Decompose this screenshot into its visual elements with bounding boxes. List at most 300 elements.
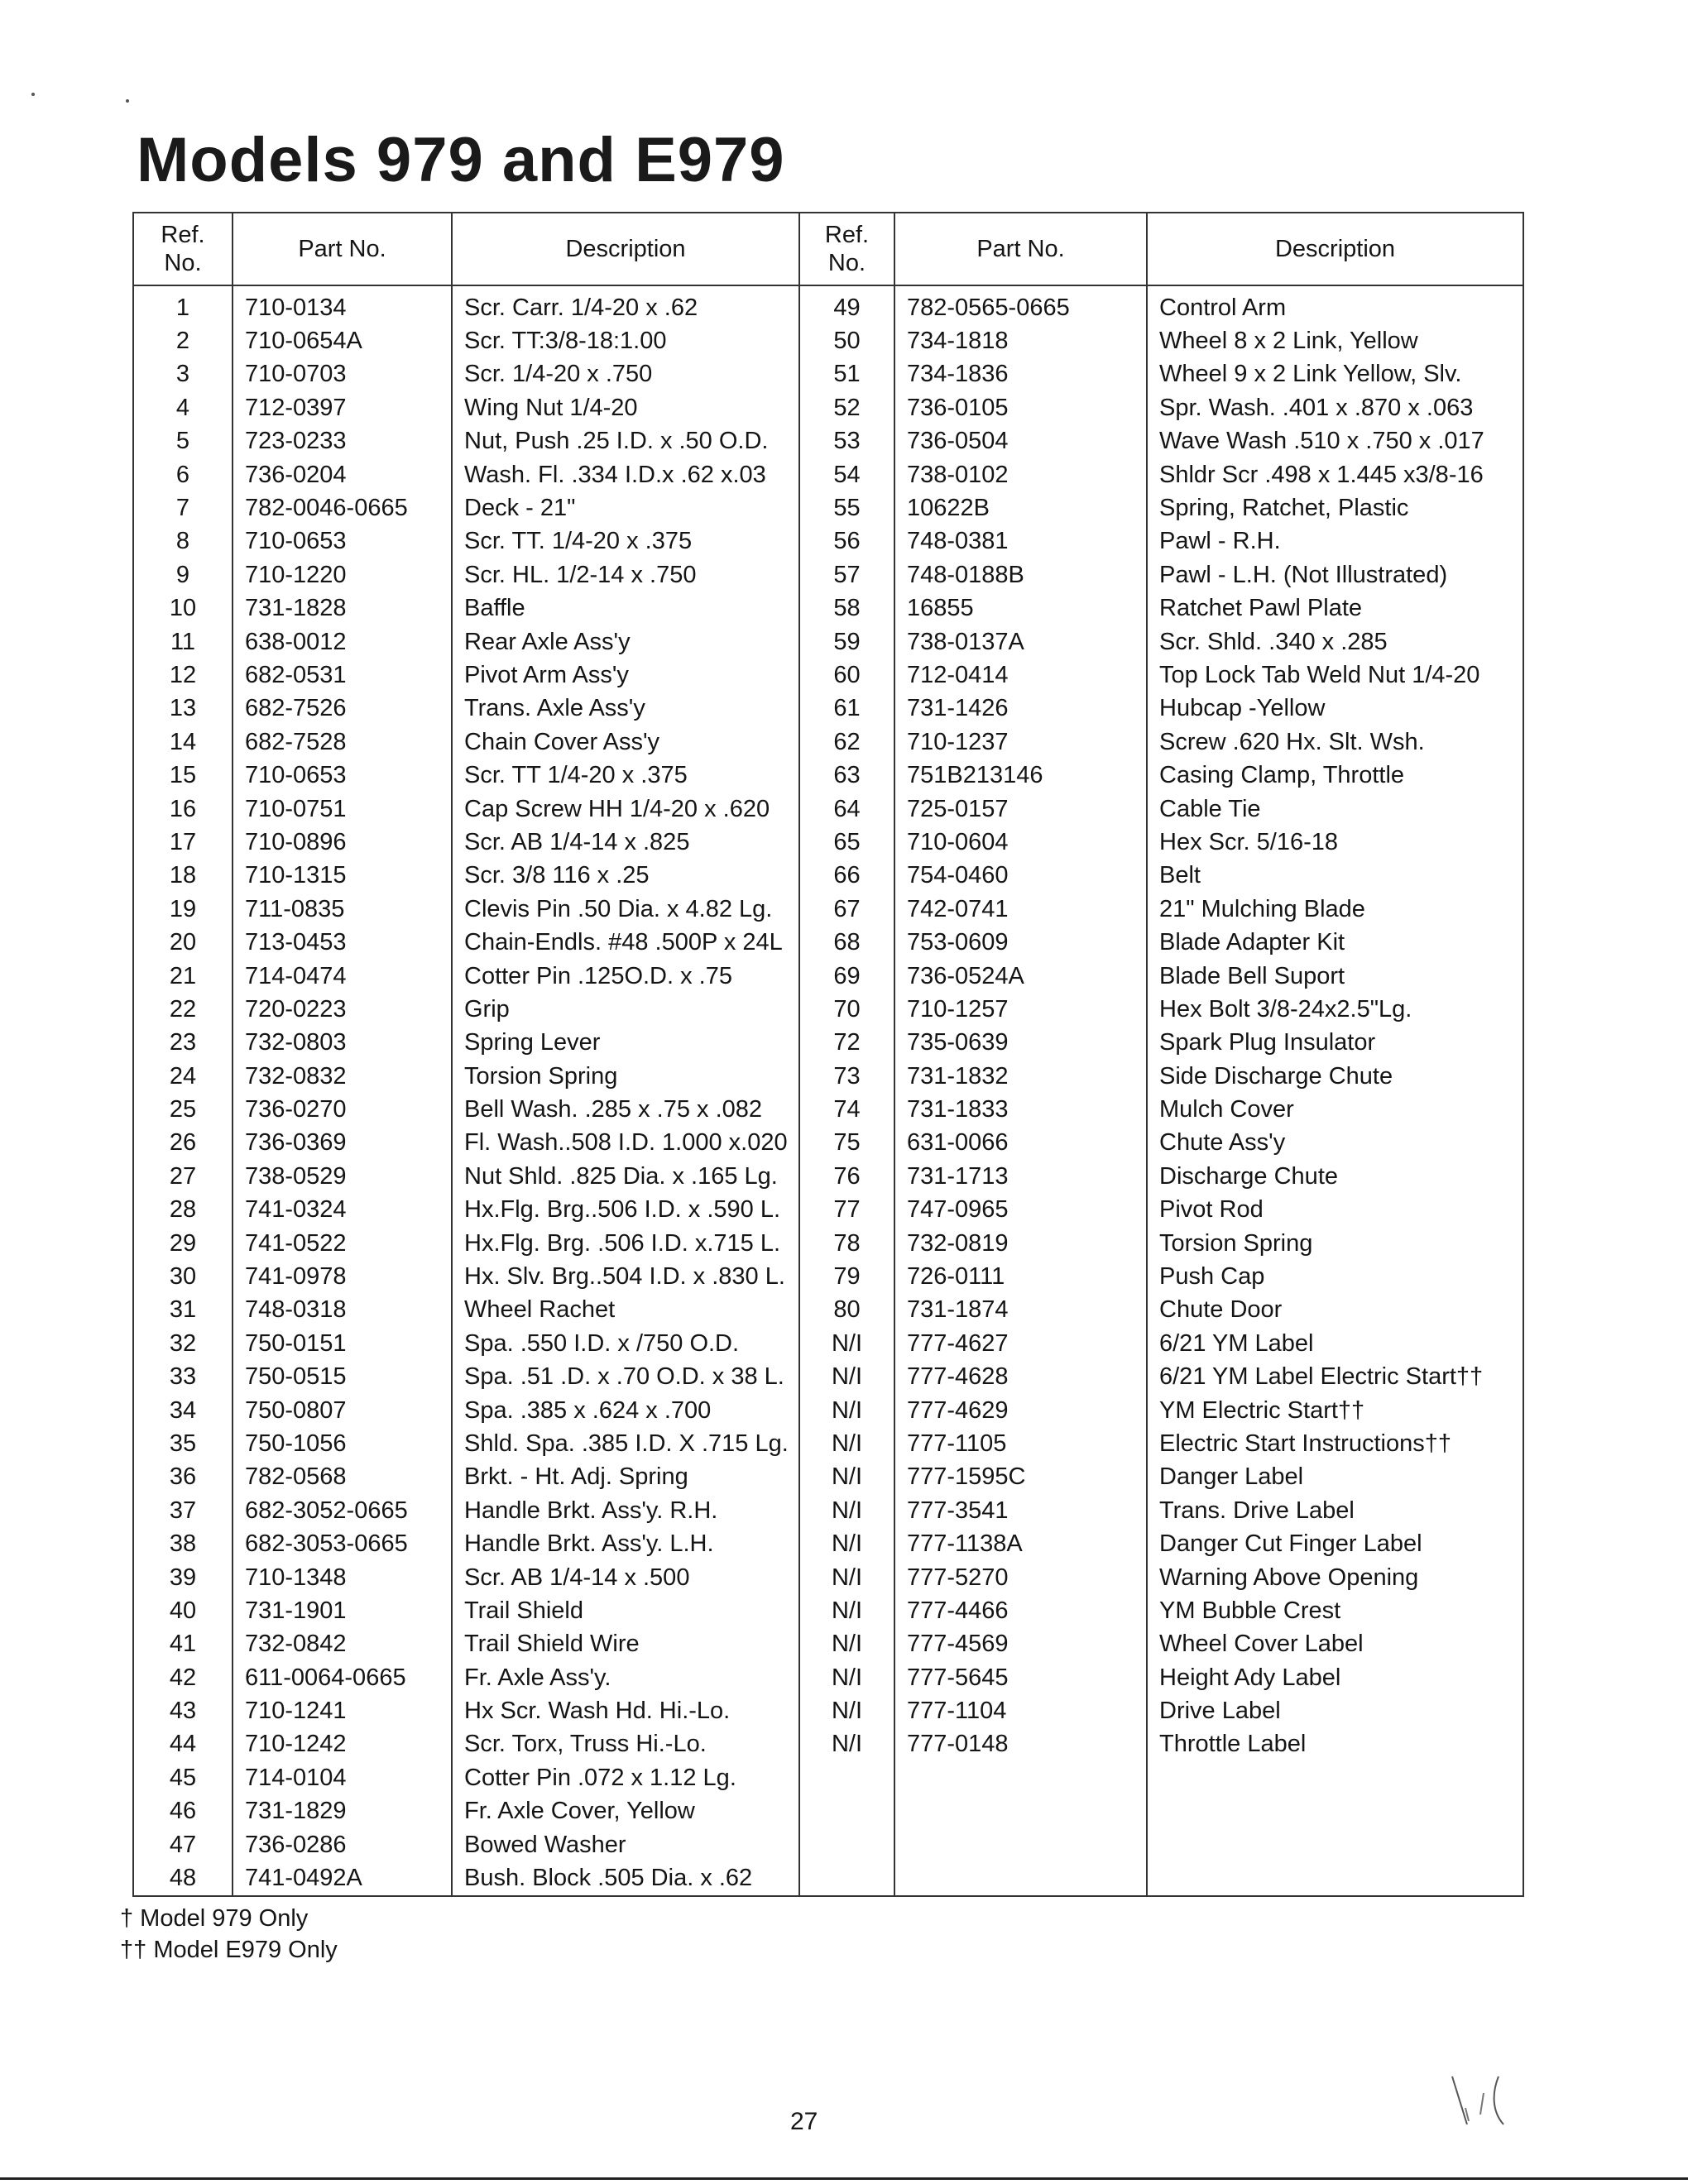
description-cell: Fl. Wash..508 I.D. 1.000 x.020 — [452, 1127, 799, 1160]
ref-no-cell — [799, 1761, 894, 1794]
ref-no-cell: 11 — [133, 625, 233, 659]
ref-no-cell: 23 — [133, 1027, 233, 1060]
part-no-cell: 10622B — [894, 491, 1147, 524]
part-no-cell: 720-0223 — [233, 993, 452, 1026]
description-cell: Torsion Spring — [452, 1060, 799, 1093]
ref-no-cell: 9 — [133, 558, 233, 592]
part-no-cell: 714-0104 — [233, 1761, 452, 1794]
part-no-cell — [894, 1828, 1147, 1861]
description-cell: YM Electric Start†† — [1147, 1394, 1523, 1427]
part-no-cell: 753-0609 — [894, 926, 1147, 959]
ref-no-cell: 25 — [133, 1093, 233, 1126]
part-no-cell — [894, 1861, 1147, 1895]
table-row — [133, 625, 1523, 659]
ref-no-cell: 24 — [133, 1060, 233, 1093]
ref-no-cell: 43 — [133, 1694, 233, 1727]
ref-no-cell: N/I — [799, 1728, 894, 1761]
description-cell: Hex Bolt 3/8-24x2.5"Lg. — [1147, 993, 1523, 1026]
ref-no-cell: 1 — [133, 285, 233, 324]
description-cell: Pawl - R.H. — [1147, 525, 1523, 558]
ref-no-cell: 32 — [133, 1327, 233, 1360]
description-cell: Spark Plug Insulator — [1147, 1027, 1523, 1060]
description-cell: Scr. Carr. 1/4-20 x .62 — [452, 285, 799, 324]
part-no-cell: 748-0381 — [894, 525, 1147, 558]
description-cell: Hex Scr. 5/16-18 — [1147, 826, 1523, 859]
part-no-cell: 741-0492A — [233, 1861, 452, 1895]
ref-no-cell: 60 — [799, 659, 894, 692]
footnote-model-e979: †† Model E979 Only — [120, 1937, 338, 1963]
description-cell: Wheel Rachet — [452, 1294, 799, 1327]
ref-no-cell: N/I — [799, 1628, 894, 1661]
part-no-cell: 736-0105 — [894, 391, 1147, 424]
part-no-cell: 631-0066 — [894, 1127, 1147, 1160]
part-no-cell: 710-0653 — [233, 759, 452, 792]
part-no-cell: 710-1315 — [233, 860, 452, 893]
part-no-cell: 711-0835 — [233, 893, 452, 926]
part-no-cell: 734-1818 — [894, 324, 1147, 357]
ref-no-cell: 68 — [799, 926, 894, 959]
description-cell: Handle Brkt. Ass'y. L.H. — [452, 1527, 799, 1560]
description-cell: Top Lock Tab Weld Nut 1/4-20 — [1147, 659, 1523, 692]
ref-no-cell: 42 — [133, 1661, 233, 1694]
ref-no-cell: 17 — [133, 826, 233, 859]
scan-speck — [31, 93, 35, 96]
description-cell: Scr. Torx, Truss Hi.-Lo. — [452, 1728, 799, 1761]
description-cell: Side Discharge Chute — [1147, 1060, 1523, 1093]
description-cell: Rear Axle Ass'y — [452, 625, 799, 659]
ref-no-cell: 39 — [133, 1561, 233, 1594]
ref-no-cell: 70 — [799, 993, 894, 1026]
page-bottom-rule — [0, 2177, 1688, 2180]
ref-no-cell: 18 — [133, 860, 233, 893]
table-row — [133, 1527, 1523, 1560]
part-no-cell: 777-1105 — [894, 1427, 1147, 1460]
ref-no-cell: 69 — [799, 960, 894, 993]
part-no-cell: 732-0842 — [233, 1628, 452, 1661]
ref-no-cell: 51 — [799, 358, 894, 391]
ref-no-cell: 40 — [133, 1594, 233, 1627]
ref-no-cell: 41 — [133, 1628, 233, 1661]
description-cell: Mulch Cover — [1147, 1093, 1523, 1126]
description-cell: Belt — [1147, 860, 1523, 893]
ref-no-cell: 6 — [133, 458, 233, 491]
table-row — [133, 1494, 1523, 1527]
part-no-cell: 777-4627 — [894, 1327, 1147, 1360]
part-no-cell: 736-0504 — [894, 425, 1147, 458]
part-no-cell: 710-1241 — [233, 1694, 452, 1727]
ref-no-cell: 4 — [133, 391, 233, 424]
description-cell: 6/21 YM Label — [1147, 1327, 1523, 1360]
ref-no-cell: N/I — [799, 1394, 894, 1427]
part-no-cell: 782-0046-0665 — [233, 491, 452, 524]
table-row — [133, 1694, 1523, 1727]
table-row — [133, 1260, 1523, 1293]
ref-no-cell: 78 — [799, 1227, 894, 1260]
part-no-cell: 738-0529 — [233, 1160, 452, 1193]
description-cell: Spr. Wash. .401 x .870 x .063 — [1147, 391, 1523, 424]
ref-no-cell: N/I — [799, 1461, 894, 1494]
part-no-cell: 682-3053-0665 — [233, 1527, 452, 1560]
part-no-cell: 777-3541 — [894, 1494, 1147, 1527]
table-row — [133, 793, 1523, 826]
description-cell: Cotter Pin .125O.D. x .75 — [452, 960, 799, 993]
part-no-cell: 741-0978 — [233, 1260, 452, 1293]
part-no-cell: 732-0803 — [233, 1027, 452, 1060]
ref-no-cell: N/I — [799, 1561, 894, 1594]
description-cell: Bowed Washer — [452, 1828, 799, 1861]
description-cell: Hx. Slv. Brg..504 I.D. x .830 L. — [452, 1260, 799, 1293]
description-cell: Nut, Push .25 I.D. x .50 O.D. — [452, 425, 799, 458]
ref-no-cell: 74 — [799, 1093, 894, 1126]
table-row — [133, 860, 1523, 893]
table-row — [133, 358, 1523, 391]
ref-no-cell: 57 — [799, 558, 894, 592]
description-cell: Wing Nut 1/4-20 — [452, 391, 799, 424]
part-no-cell: 742-0741 — [894, 893, 1147, 926]
table-row — [133, 592, 1523, 625]
table-row — [133, 1227, 1523, 1260]
ref-no-cell: 79 — [799, 1260, 894, 1293]
ref-no-cell: 34 — [133, 1394, 233, 1427]
table-row — [133, 1361, 1523, 1394]
ref-no-cell: 7 — [133, 491, 233, 524]
table-row — [133, 1861, 1523, 1895]
description-cell: Torsion Spring — [1147, 1227, 1523, 1260]
part-no-cell: 725-0157 — [894, 793, 1147, 826]
part-no-cell: 714-0474 — [233, 960, 452, 993]
table-row — [133, 893, 1523, 926]
part-no-cell: 710-0604 — [894, 826, 1147, 859]
ref-no-cell: 12 — [133, 659, 233, 692]
part-no-cell: 731-1829 — [233, 1795, 452, 1828]
ref-no-cell: 16 — [133, 793, 233, 826]
part-no-cell: 712-0414 — [894, 659, 1147, 692]
ref-no-cell: N/I — [799, 1661, 894, 1694]
table-row — [133, 826, 1523, 859]
description-cell: Chain-Endls. #48 .500P x 24L — [452, 926, 799, 959]
part-no-cell: 777-4628 — [894, 1361, 1147, 1394]
part-no-cell: 777-1138A — [894, 1527, 1147, 1560]
description-header: Description — [452, 213, 799, 285]
table-row — [133, 1561, 1523, 1594]
ref-no-header: Ref. No. — [133, 213, 233, 285]
part-no-cell: 710-0654A — [233, 324, 452, 357]
table-row — [133, 491, 1523, 524]
description-cell: Ratchet Pawl Plate — [1147, 592, 1523, 625]
part-no-header: Part No. — [894, 213, 1147, 285]
ref-no-cell: 59 — [799, 625, 894, 659]
table-row — [133, 993, 1523, 1026]
description-cell: Pivot Rod — [1147, 1194, 1523, 1227]
description-cell: Push Cap — [1147, 1260, 1523, 1293]
part-no-cell: 736-0270 — [233, 1093, 452, 1126]
part-no-cell: 777-1104 — [894, 1694, 1147, 1727]
table-row — [133, 759, 1523, 792]
description-cell: Hx Scr. Wash Hd. Hi.-Lo. — [452, 1694, 799, 1727]
ref-no-cell: 8 — [133, 525, 233, 558]
part-no-cell: 731-1828 — [233, 592, 452, 625]
ref-no-cell: 27 — [133, 1160, 233, 1193]
part-no-cell: 777-0148 — [894, 1728, 1147, 1761]
part-no-cell: 710-0896 — [233, 826, 452, 859]
description-cell: Grip — [452, 993, 799, 1026]
ref-no-cell: 20 — [133, 926, 233, 959]
description-cell — [1147, 1795, 1523, 1828]
ref-no-cell: 37 — [133, 1494, 233, 1527]
ref-no-cell: N/I — [799, 1694, 894, 1727]
part-no-cell: 726-0111 — [894, 1260, 1147, 1293]
table-row — [133, 458, 1523, 491]
description-cell: Brkt. - Ht. Adj. Spring — [452, 1461, 799, 1494]
ref-no-cell: 35 — [133, 1427, 233, 1460]
footnote-model-979: † Model 979 Only — [120, 1905, 309, 1932]
table-header-row — [133, 213, 1523, 285]
ref-no-cell: 14 — [133, 726, 233, 759]
part-no-cell: 710-1220 — [233, 558, 452, 592]
ref-no-cell: 19 — [133, 893, 233, 926]
ref-no-cell — [799, 1828, 894, 1861]
description-cell: Scr. 1/4-20 x .750 — [452, 358, 799, 391]
part-no-cell: 777-4569 — [894, 1628, 1147, 1661]
description-cell: Scr. Shld. .340 x .285 — [1147, 625, 1523, 659]
ref-no-cell: 22 — [133, 993, 233, 1026]
description-cell: Fr. Axle Ass'y. — [452, 1661, 799, 1694]
table-row — [133, 1194, 1523, 1227]
part-no-cell: 750-1056 — [233, 1427, 452, 1460]
ref-no-cell: 10 — [133, 592, 233, 625]
description-cell: Blade Bell Suport — [1147, 960, 1523, 993]
part-no-cell: 710-1257 — [894, 993, 1147, 1026]
page-number: 27 — [790, 2108, 818, 2135]
table-row — [133, 1761, 1523, 1794]
table-row — [133, 324, 1523, 357]
ref-no-cell: 65 — [799, 826, 894, 859]
part-no-cell — [894, 1795, 1147, 1828]
description-cell: Pivot Arm Ass'y — [452, 659, 799, 692]
part-no-cell: 738-0137A — [894, 625, 1147, 659]
description-cell: Cable Tie — [1147, 793, 1523, 826]
ref-no-cell: 73 — [799, 1060, 894, 1093]
ref-no-cell: 64 — [799, 793, 894, 826]
table-row — [133, 425, 1523, 458]
table-row — [133, 1060, 1523, 1093]
description-cell — [1147, 1861, 1523, 1895]
table-row — [133, 1427, 1523, 1460]
table-row — [133, 692, 1523, 726]
ref-no-cell: 50 — [799, 324, 894, 357]
description-cell: Throttle Label — [1147, 1728, 1523, 1761]
description-cell: Spring Lever — [452, 1027, 799, 1060]
description-cell: Trans. Axle Ass'y — [452, 692, 799, 726]
part-no-cell: 731-1832 — [894, 1060, 1147, 1093]
parts-table — [132, 212, 1524, 1897]
part-no-cell: 777-5645 — [894, 1661, 1147, 1694]
ref-no-cell: 76 — [799, 1160, 894, 1193]
part-no-cell: 738-0102 — [894, 458, 1147, 491]
ref-no-cell: 53 — [799, 425, 894, 458]
table-row — [133, 1093, 1523, 1126]
table-row — [133, 1795, 1523, 1828]
ref-no-cell: 30 — [133, 1260, 233, 1293]
description-cell: Drive Label — [1147, 1694, 1523, 1727]
ref-no-cell: 47 — [133, 1828, 233, 1861]
part-no-cell: 748-0318 — [233, 1294, 452, 1327]
description-cell: Nut Shld. .825 Dia. x .165 Lg. — [452, 1160, 799, 1193]
part-no-cell: 782-0568 — [233, 1461, 452, 1494]
part-no-cell: 713-0453 — [233, 926, 452, 959]
ref-no-cell: 52 — [799, 391, 894, 424]
description-cell: Screw .620 Hx. Slt. Wsh. — [1147, 726, 1523, 759]
part-no-cell: 723-0233 — [233, 425, 452, 458]
ref-no-cell: 77 — [799, 1194, 894, 1227]
part-no-cell — [894, 1761, 1147, 1794]
description-cell: Spa. .385 x .624 x .700 — [452, 1394, 799, 1427]
part-no-cell: 682-0531 — [233, 659, 452, 692]
part-no-cell: 741-0522 — [233, 1227, 452, 1260]
part-no-cell: 731-1901 — [233, 1594, 452, 1627]
part-no-cell: 736-0524A — [894, 960, 1147, 993]
ref-no-cell: 3 — [133, 358, 233, 391]
description-cell: Wheel 9 x 2 Link Yellow, Slv. — [1147, 358, 1523, 391]
table-row — [133, 391, 1523, 424]
description-cell: Control Arm — [1147, 285, 1523, 324]
ref-no-cell: 61 — [799, 692, 894, 726]
parts-table-body — [133, 285, 1523, 1896]
ref-no-cell: 21 — [133, 960, 233, 993]
part-no-cell: 712-0397 — [233, 391, 452, 424]
part-no-cell: 777-5270 — [894, 1561, 1147, 1594]
description-cell: Spa. .51 .D. x .70 O.D. x 38 L. — [452, 1361, 799, 1394]
table-row — [133, 1828, 1523, 1861]
description-cell: Warning Above Opening — [1147, 1561, 1523, 1594]
ref-no-cell: 36 — [133, 1461, 233, 1494]
description-cell: Shldr Scr .498 x 1.445 x3/8-16 — [1147, 458, 1523, 491]
part-no-cell: 710-1237 — [894, 726, 1147, 759]
description-cell: Chute Ass'y — [1147, 1127, 1523, 1160]
table-row — [133, 285, 1523, 324]
part-no-cell: 750-0515 — [233, 1361, 452, 1394]
part-no-cell: 731-1874 — [894, 1294, 1147, 1327]
description-cell: Wheel Cover Label — [1147, 1628, 1523, 1661]
description-cell: Height Ady Label — [1147, 1661, 1523, 1694]
description-cell: Chain Cover Ass'y — [452, 726, 799, 759]
table-row — [133, 1394, 1523, 1427]
part-no-cell: 751B213146 — [894, 759, 1147, 792]
part-no-cell: 777-4466 — [894, 1594, 1147, 1627]
description-cell: Deck - 21" — [452, 491, 799, 524]
description-cell: Danger Cut Finger Label — [1147, 1527, 1523, 1560]
description-cell: Scr. AB 1/4-14 x .825 — [452, 826, 799, 859]
ref-no-cell: 58 — [799, 592, 894, 625]
part-no-cell: 682-7526 — [233, 692, 452, 726]
description-cell: Hubcap -Yellow — [1147, 692, 1523, 726]
ref-no-cell: 48 — [133, 1861, 233, 1895]
ref-no-cell: 66 — [799, 860, 894, 893]
description-cell: Spa. .550 I.D. x /750 O.D. — [452, 1327, 799, 1360]
ref-no-cell: 33 — [133, 1361, 233, 1394]
ref-no-cell: 2 — [133, 324, 233, 357]
ref-no-cell: 29 — [133, 1227, 233, 1260]
description-cell: Pawl - L.H. (Not Illustrated) — [1147, 558, 1523, 592]
description-cell: Baffle — [452, 592, 799, 625]
table-row — [133, 1661, 1523, 1694]
ref-no-cell: 45 — [133, 1761, 233, 1794]
part-no-cell: 682-7528 — [233, 726, 452, 759]
part-no-cell: 710-1348 — [233, 1561, 452, 1594]
description-cell: Bush. Block .505 Dia. x .62 — [452, 1861, 799, 1895]
description-cell: Scr. AB 1/4-14 x .500 — [452, 1561, 799, 1594]
description-cell: Bell Wash. .285 x .75 x .082 — [452, 1093, 799, 1126]
ref-no-cell: 55 — [799, 491, 894, 524]
description-cell: Spring, Ratchet, Plastic — [1147, 491, 1523, 524]
description-cell: Discharge Chute — [1147, 1160, 1523, 1193]
part-no-cell: 754-0460 — [894, 860, 1147, 893]
part-no-cell: 747-0965 — [894, 1194, 1147, 1227]
description-cell: Clevis Pin .50 Dia. x 4.82 Lg. — [452, 893, 799, 926]
ref-no-cell: 56 — [799, 525, 894, 558]
description-cell: Cotter Pin .072 x 1.12 Lg. — [452, 1761, 799, 1794]
part-no-cell: 741-0324 — [233, 1194, 452, 1227]
part-no-header: Part No. — [233, 213, 452, 285]
ref-no-cell: N/I — [799, 1527, 894, 1560]
part-no-cell: 731-1713 — [894, 1160, 1147, 1193]
description-cell: Fr. Axle Cover, Yellow — [452, 1795, 799, 1828]
ref-no-cell: 63 — [799, 759, 894, 792]
part-no-cell: 732-0832 — [233, 1060, 452, 1093]
part-no-cell: 736-0369 — [233, 1127, 452, 1160]
table-row — [133, 1628, 1523, 1661]
description-cell: Cap Screw HH 1/4-20 x .620 — [452, 793, 799, 826]
part-no-cell: 710-1242 — [233, 1728, 452, 1761]
description-header: Description — [1147, 213, 1523, 285]
description-cell: Handle Brkt. Ass'y. R.H. — [452, 1494, 799, 1527]
ref-no-cell: 67 — [799, 893, 894, 926]
table-row — [133, 1461, 1523, 1494]
ref-no-cell: 15 — [133, 759, 233, 792]
ref-no-cell: N/I — [799, 1361, 894, 1394]
table-row — [133, 1728, 1523, 1761]
part-no-cell: 638-0012 — [233, 625, 452, 659]
description-cell: Scr. HL. 1/2-14 x .750 — [452, 558, 799, 592]
description-cell: Trail Shield — [452, 1594, 799, 1627]
description-cell: Danger Label — [1147, 1461, 1523, 1494]
ref-no-cell: 54 — [799, 458, 894, 491]
part-no-cell: 710-0703 — [233, 358, 452, 391]
part-no-cell: 750-0807 — [233, 1394, 452, 1427]
part-no-cell: 16855 — [894, 592, 1147, 625]
part-no-cell: 710-0653 — [233, 525, 452, 558]
ref-no-header: Ref. No. — [799, 213, 894, 285]
part-no-cell: 734-1836 — [894, 358, 1147, 391]
ref-no-cell: 38 — [133, 1527, 233, 1560]
description-cell: Wave Wash .510 x .750 x .017 — [1147, 425, 1523, 458]
description-cell: 6/21 YM Label Electric Start†† — [1147, 1361, 1523, 1394]
table-row — [133, 726, 1523, 759]
ref-no-cell: N/I — [799, 1427, 894, 1460]
table-row — [133, 1160, 1523, 1193]
description-cell: Electric Start Instructions†† — [1147, 1427, 1523, 1460]
description-cell: Chute Door — [1147, 1294, 1523, 1327]
table-row — [133, 525, 1523, 558]
ref-no-cell: 13 — [133, 692, 233, 726]
ref-no-cell: 46 — [133, 1795, 233, 1828]
ref-no-cell: 49 — [799, 285, 894, 324]
ref-no-cell: 62 — [799, 726, 894, 759]
description-cell: 21" Mulching Blade — [1147, 893, 1523, 926]
ref-no-cell: 80 — [799, 1294, 894, 1327]
table-row — [133, 659, 1523, 692]
description-cell — [1147, 1828, 1523, 1861]
